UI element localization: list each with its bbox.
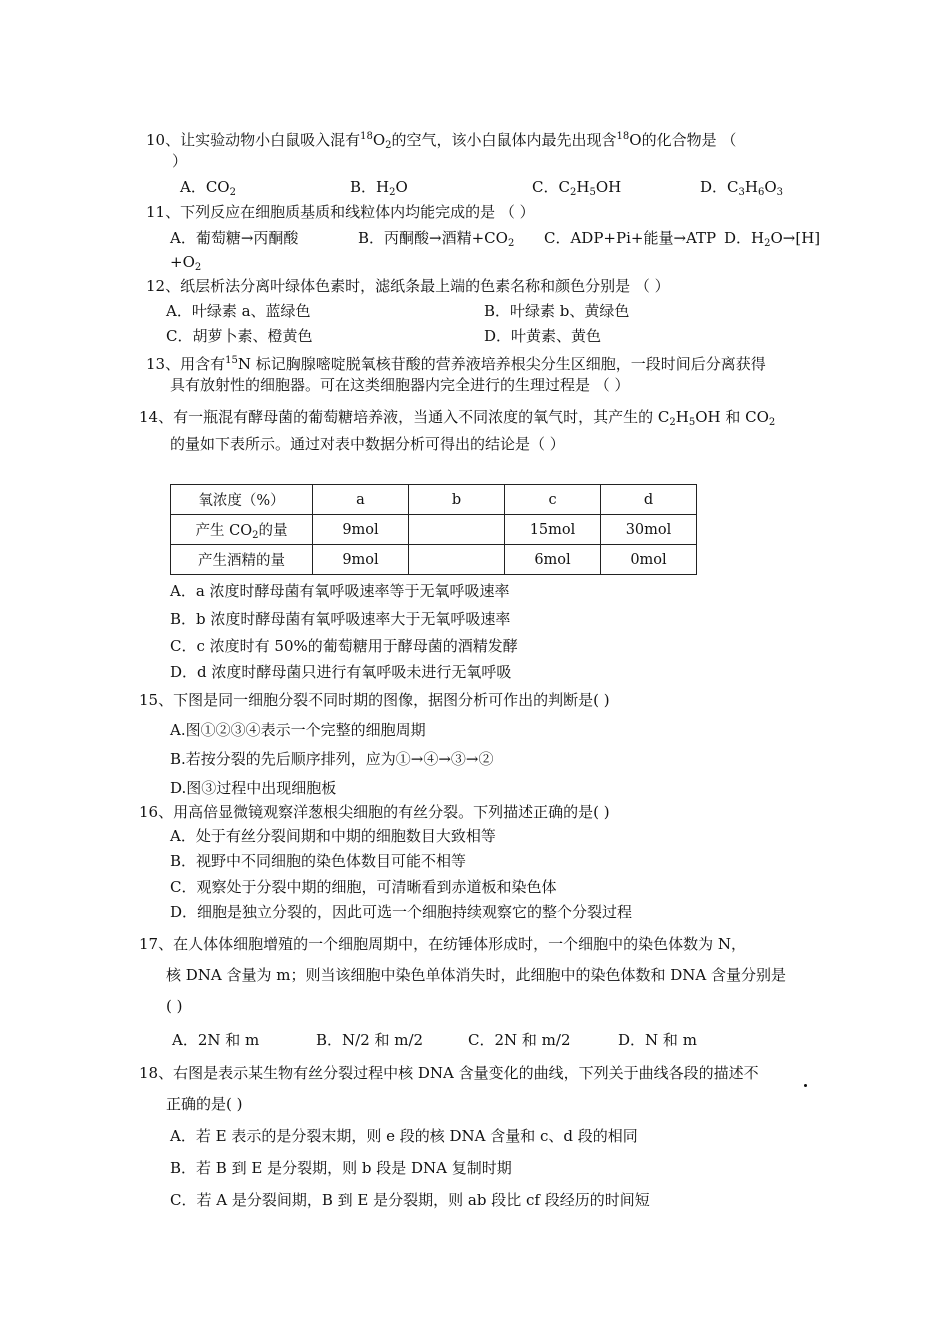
- table-cell: 15mol: [505, 515, 601, 545]
- q14-stem: 14、有一瓶混有酵母菌的葡萄糖培养液，当通入不同浓度的氧气时，其产生的 $C_2H_5OH$ 和 $CO_2$: [139, 408, 776, 428]
- table-cell: 9mol: [313, 515, 409, 545]
- table-header-cell: 氧浓度（%）: [171, 485, 313, 515]
- q15-option-b: B.若按分裂的先后顺序排列，应为①→④→③→②: [170, 750, 494, 768]
- table-header-cell: b: [409, 485, 505, 515]
- q16-option-d: D．细胞是独立分裂的，因此可选一个细胞持续观察它的整个分裂过程: [170, 903, 633, 921]
- q10-option-a: A．$CO_2$: [180, 178, 236, 198]
- q15-stem: 15、下图是同一细胞分裂不同时期的图像，据图分析可作出的判断是( ): [139, 691, 610, 709]
- table-cell: 9mol: [313, 545, 409, 575]
- q17-option-a: A．2N 和 m: [172, 1031, 260, 1049]
- q15-option-d: D.图③过程中出现细胞板: [170, 779, 337, 797]
- q13-stem: 13、用含有$^{15}$N 标记胸腺嘧啶脱氧核苷酸的营养液培养根尖分生区细胞，一段时间后分离获得: [146, 355, 766, 373]
- emphasis-dot: [804, 1084, 807, 1087]
- q18-option-c: C．若 A 是分裂间期，B 到 E 是分裂期，则 ab 段比 cf 段经历的时间短: [170, 1191, 650, 1209]
- table-header-cell: a: [313, 485, 409, 515]
- q15-option-a: A.图①②③④表示一个完整的细胞周期: [170, 721, 426, 739]
- q12-option-b: B．叶绿素 b、黄绿色: [484, 302, 630, 320]
- q16-option-a: A．处于有丝分裂间期和中期的细胞数目大致相等: [170, 827, 496, 845]
- q10-stem: 10、让实验动物小白鼠吸入混有$^{18}O_2$的空气，该小白鼠体内最先出现含$^{18}$O的化合物是 （: [146, 131, 737, 151]
- q18-option-b: B．若 B 到 E 是分裂期，则 b 段是 DNA 复制时期: [170, 1159, 512, 1177]
- q17-stem-line3: ( ): [166, 997, 183, 1015]
- q11-option-b: B．丙酮酸→酒精$+CO_2$: [358, 229, 515, 249]
- table-row: [171, 515, 697, 545]
- table-header-row: [171, 485, 697, 515]
- table-cell: [409, 545, 505, 575]
- q18-stem: 18、右图是表示某生物有丝分裂过程中核 DNA 含量变化的曲线，下列关于曲线各段的描述不: [139, 1064, 759, 1082]
- q17-stem-line2: 核 DNA 含量为 m；则当该细胞中染色单体消失时，此细胞中的染色体数和 DNA 含量分别是: [166, 966, 787, 984]
- q13-stem-line2: 具有放射性的细胞器。可在这类细胞器内完全进行的生理过程是 （ ）: [170, 376, 630, 394]
- q11-stem: 11、下列反应在细胞质基质和线粒体内均能完成的是 （ ）: [146, 203, 535, 221]
- q17-option-b: B．N/2 和 m/2: [316, 1031, 424, 1049]
- table-row-label: 产生酒精的量: [171, 545, 313, 575]
- q11-option-c: C．ADP+Pi+能量→ATP: [544, 229, 717, 247]
- q14-stem-line2: 的量如下表所示。通过对表中数据分析可得出的结论是（ ）: [170, 435, 565, 453]
- q14-option-d: D．d 浓度时酵母菌只进行有氧呼吸未进行无氧呼吸: [170, 663, 512, 681]
- q12-stem: 12、纸层析法分离叶绿体色素时，滤纸条最上端的色素名称和颜色分别是 （ ）: [146, 277, 670, 295]
- table-header-cell: d: [601, 485, 697, 515]
- oxygen-concentration-table: [170, 484, 697, 575]
- table-cell: 30mol: [601, 515, 697, 545]
- q16-stem: 16、用高倍显微镜观察洋葱根尖细胞的有丝分裂。下列描述正确的是( ): [139, 803, 610, 821]
- q10-option-d: D．$C_3H_6O_3$: [700, 178, 784, 198]
- q17-stem: 17、在人体体细胞增殖的一个细胞周期中，在纺锤体形成时，一个细胞中的染色体数为 N，: [139, 935, 746, 953]
- q14-option-a: A．a 浓度时酵母菌有氧呼吸速率等于无氧呼吸速率: [170, 582, 510, 600]
- q12-option-a: A．叶绿素 a、蓝绿色: [166, 302, 311, 320]
- q11-option-a: A．葡萄糖→丙酮酸: [170, 229, 299, 247]
- table-cell: [409, 515, 505, 545]
- q11-option-d-continued: $+O_2$: [170, 253, 202, 273]
- q18-option-a: A．若 E 表示的是分裂末期，则 e 段的核 DNA 含量和 c、d 段的相同: [170, 1127, 638, 1145]
- table-cell: 0mol: [601, 545, 697, 575]
- q10-stem-close: ）: [172, 152, 188, 170]
- table-header-cell: c: [505, 485, 601, 515]
- q11-option-d: D．$H_2O\to[H]$: [724, 229, 821, 249]
- q14-option-c: C．c 浓度时有 50%的葡萄糖用于酵母菌的酒精发酵: [170, 637, 518, 655]
- table-cell: 6mol: [505, 545, 601, 575]
- q12-option-d: D．叶黄素、黄色: [484, 327, 602, 345]
- q10-option-c: C．$C_2H_5OH$: [532, 178, 622, 198]
- q17-option-c: C．2N 和 m/2: [468, 1031, 571, 1049]
- q16-option-b: B．视野中不同细胞的染色体数目可能不相等: [170, 852, 467, 870]
- table-row-label: 产生 $CO_2$的量: [171, 515, 313, 545]
- q17-option-d: D．N 和 m: [618, 1031, 697, 1049]
- q12-option-c: C．胡萝卜素、橙黄色: [166, 327, 313, 345]
- q18-stem-line2: 正确的是( ): [166, 1095, 243, 1113]
- q16-option-c: C．观察处于分裂中期的细胞，可清晰看到赤道板和染色体: [170, 878, 557, 896]
- table-row: [171, 545, 697, 575]
- q14-option-b: B．b 浓度时酵母菌有氧呼吸速率大于无氧呼吸速率: [170, 610, 511, 628]
- q10-option-b: B．$H_2O$: [350, 178, 408, 198]
